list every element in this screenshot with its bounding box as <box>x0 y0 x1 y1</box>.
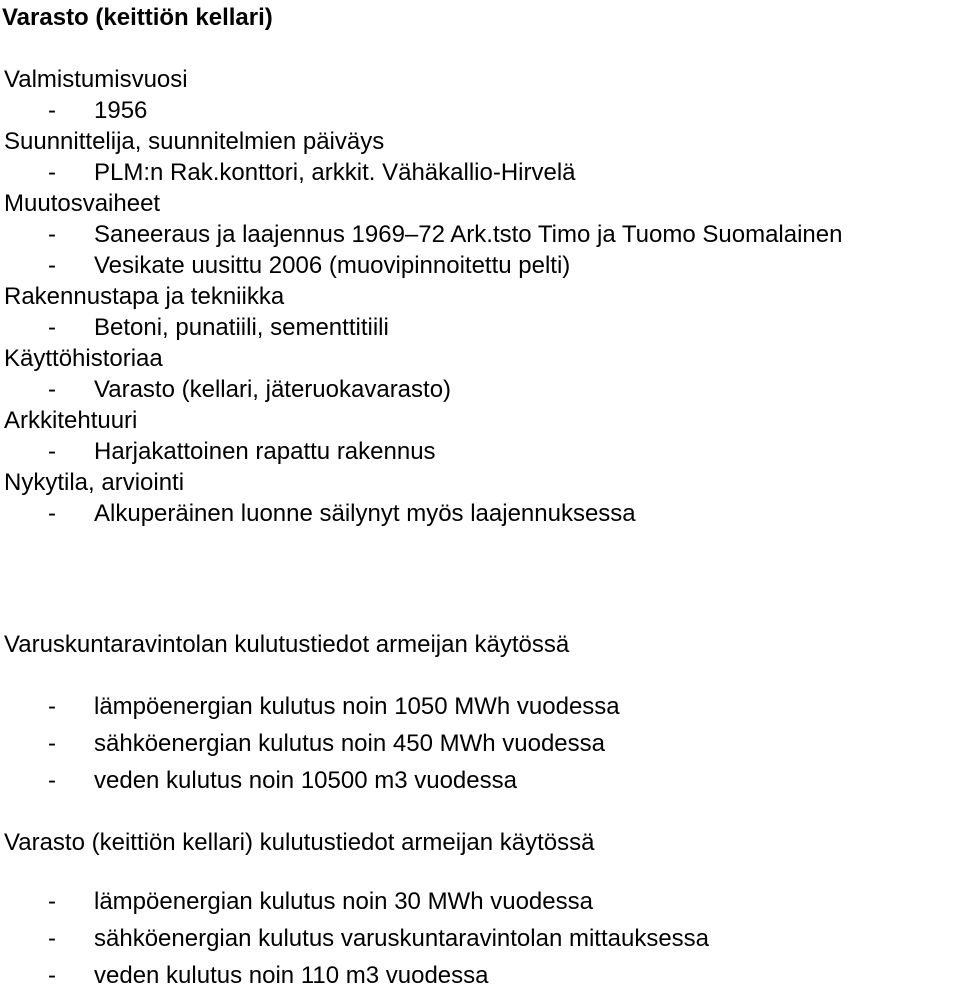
info-item <box>4 157 960 188</box>
list-dash: - <box>48 767 56 794</box>
list-dash: - <box>48 314 56 341</box>
list-dash: - <box>48 500 56 527</box>
list-dash: - <box>48 925 56 952</box>
list-dash: - <box>48 376 56 403</box>
usage-restaurant-heading: Varuskuntaravintolan kulutustiedot armeijan käytössä <box>4 631 570 658</box>
info-item <box>4 498 960 529</box>
list-item-text: veden kulutus noin 110 m3 vuodessa <box>94 962 489 989</box>
info-label-current-state: Nykytila, arviointi <box>4 469 185 496</box>
info-item <box>4 250 960 281</box>
usage-restaurant <box>4 629 960 802</box>
usage-restaurant-list <box>4 691 960 802</box>
list-item-text: sähköenergian kulutus varuskuntaravintolan mittauksessa <box>94 925 710 952</box>
info-item <box>4 312 960 343</box>
list-item <box>4 886 960 923</box>
list-dash: - <box>48 438 56 465</box>
info-label-construction: Rakennustapa ja tekniikka <box>4 283 285 310</box>
list-item-text: lämpöenergian kulutus noin 30 MWh vuodessa <box>94 888 593 915</box>
info-item <box>4 436 960 467</box>
usage-storage-heading: Varasto (keittiön kellari) kulutustiedot armeijan käytössä <box>4 829 595 856</box>
info-item-text: Alkuperäinen luonne säilynyt myös laajennuksessa <box>94 500 636 527</box>
building-info <box>4 64 960 529</box>
usage-storage <box>4 827 960 997</box>
list-item-text: veden kulutus noin 10500 m3 vuodessa <box>94 767 517 794</box>
list-dash: - <box>48 888 56 915</box>
list-dash: - <box>48 693 56 720</box>
list-item <box>4 728 960 765</box>
info-item-text: Varasto (kellari, jäteruokavarasto) <box>94 376 452 403</box>
info-item-text: Vesikate uusittu 2006 (muovipinnoitettu pelti) <box>94 252 571 279</box>
usage-storage-list <box>4 886 960 997</box>
info-label-changes: Muutosvaiheet <box>4 190 161 217</box>
info-item-text: Saneeraus ja laajennus 1969–72 Ark.tsto Timo ja Tuomo Suomalainen <box>94 221 843 248</box>
list-dash: - <box>48 159 56 186</box>
list-item <box>4 923 960 960</box>
info-item <box>4 219 960 250</box>
list-dash: - <box>48 252 56 279</box>
list-dash: - <box>48 97 56 124</box>
info-label-architecture: Arkkitehtuuri <box>4 407 138 434</box>
list-item <box>4 765 960 802</box>
document-title: Varasto (keittiön kellari) <box>2 4 273 31</box>
list-dash: - <box>48 730 56 757</box>
list-item-text: lämpöenergian kulutus noin 1050 MWh vuodessa <box>94 693 620 720</box>
info-item-text: PLM:n Rak.konttori, arkkit. Vähäkallio-Hirvelä <box>94 159 576 186</box>
list-item-text: sähköenergian kulutus noin 450 MWh vuodessa <box>94 730 605 757</box>
info-item <box>4 95 960 126</box>
info-label-designer: Suunnittelija, suunnitelmien päiväys <box>4 128 385 155</box>
info-item-text: 1956 <box>94 97 148 124</box>
list-dash: - <box>48 221 56 248</box>
list-item <box>4 691 960 728</box>
list-dash: - <box>48 962 56 989</box>
info-item-text: Betoni, punatiili, sementtitiili <box>94 314 389 341</box>
info-item-text: Harjakattoinen rapattu rakennus <box>94 438 436 465</box>
list-item <box>4 960 960 997</box>
info-label-usage-history: Käyttöhistoriaa <box>4 345 163 372</box>
info-label-completion-year: Valmistumisvuosi <box>4 66 188 93</box>
info-item <box>4 374 960 405</box>
